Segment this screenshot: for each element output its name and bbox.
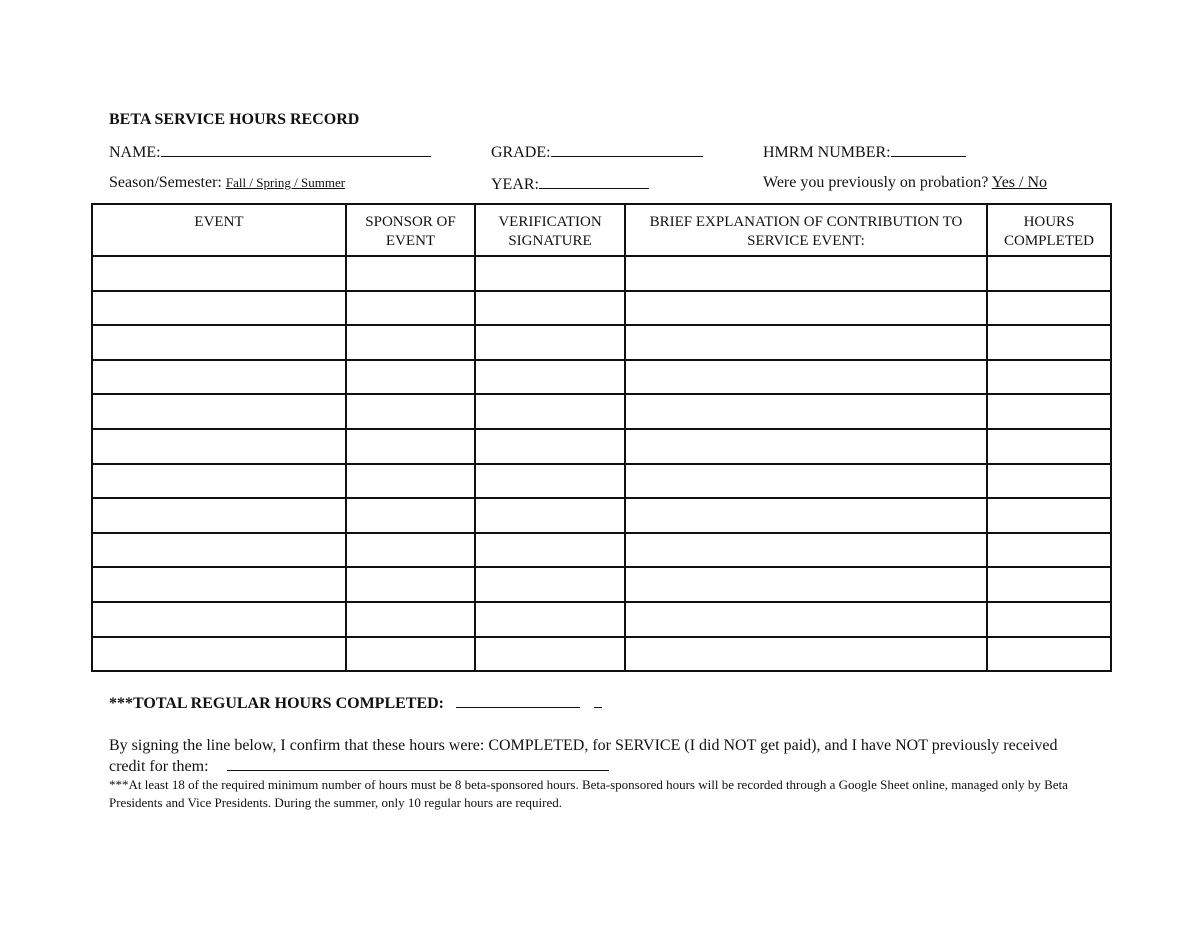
year-line[interactable] [539,174,649,189]
table-row [92,291,1111,326]
cell-event[interactable] [92,464,346,499]
cell-hours[interactable] [987,360,1111,395]
cell-explanation[interactable] [625,394,987,429]
cell-hours[interactable] [987,291,1111,326]
season-field[interactable] [109,174,345,192]
table-row [92,325,1111,360]
name-label: NAME: [109,144,161,161]
cell-explanation[interactable] [625,567,987,602]
season-label: Season/Semester: [109,174,222,191]
cell-verification[interactable] [475,567,625,602]
grade-line[interactable] [551,142,703,157]
table-row [92,498,1111,533]
name-line[interactable] [161,142,431,157]
cell-hours[interactable] [987,394,1111,429]
cell-sponsor[interactable] [346,256,475,291]
cell-hours[interactable] [987,498,1111,533]
form-title: BETA SERVICE HOURS RECORD [109,111,360,128]
table-row [92,429,1111,464]
cell-hours[interactable] [987,256,1111,291]
cell-event[interactable] [92,256,346,291]
cell-explanation[interactable] [625,533,987,568]
signature-line[interactable] [227,756,609,771]
table-body [92,256,1111,671]
cell-event[interactable] [92,291,346,326]
cell-hours[interactable] [987,429,1111,464]
cell-sponsor[interactable] [346,325,475,360]
cell-explanation[interactable] [625,602,987,637]
cell-verification[interactable] [475,498,625,533]
cell-hours[interactable] [987,567,1111,602]
name-field[interactable] [109,142,431,162]
cell-sponsor[interactable] [346,602,475,637]
cell-verification[interactable] [475,325,625,360]
table-row [92,637,1111,672]
year-label: YEAR: [491,176,539,193]
year-field[interactable] [491,174,649,194]
cell-explanation[interactable] [625,325,987,360]
hmrm-number-field[interactable] [763,142,966,162]
cell-explanation[interactable] [625,429,987,464]
total-hours-field[interactable] [109,693,602,713]
hmrm-line[interactable] [891,142,966,157]
column-header-sponsor: SPONSOR OF EVENT [346,204,475,256]
table-row [92,360,1111,395]
cell-event[interactable] [92,394,346,429]
total-hours-line[interactable] [456,693,580,708]
cell-hours[interactable] [987,602,1111,637]
hmrm-label: HMRM NUMBER: [763,144,891,161]
cell-hours[interactable] [987,637,1111,672]
cell-explanation[interactable] [625,637,987,672]
cell-event[interactable] [92,360,346,395]
service-hours-table [91,203,1112,672]
column-header-event: EVENT [92,204,346,256]
cell-verification[interactable] [475,464,625,499]
cell-sponsor[interactable] [346,291,475,326]
grade-label: GRADE: [491,144,551,161]
table-row [92,256,1111,291]
cell-event[interactable] [92,325,346,360]
column-header-verification: VERIFICATION SIGNATURE [475,204,625,256]
cell-sponsor[interactable] [346,394,475,429]
cell-explanation[interactable] [625,256,987,291]
cell-sponsor[interactable] [346,464,475,499]
footnote: ***At least 18 of the required minimum number of hours must be 8 beta-sponsored hours. Beta-sponsored hours will be recorded through a Google Sheet online, managed only by Beta Presidents and Vice Presidents. During the summer, only 10 regular hours are required. [109,777,1068,810]
cell-sponsor[interactable] [346,533,475,568]
cell-verification[interactable] [475,429,625,464]
cell-event[interactable] [92,637,346,672]
column-header-hours: HOURS COMPLETED [987,204,1111,256]
cell-sponsor[interactable] [346,498,475,533]
cell-explanation[interactable] [625,291,987,326]
cell-verification[interactable] [475,291,625,326]
probation-question: Were you previously on probation? [763,174,989,191]
season-options[interactable]: Fall / Spring / Summer [225,175,346,190]
table-header-row [92,204,1111,256]
confirmation-statement [109,735,1069,777]
cell-verification[interactable] [475,394,625,429]
probation-field[interactable] [763,174,1047,192]
cell-verification[interactable] [475,256,625,291]
total-hours-label: ***TOTAL REGULAR HOURS COMPLETED: [109,695,445,712]
table-row [92,533,1111,568]
cell-event[interactable] [92,602,346,637]
cell-sponsor[interactable] [346,637,475,672]
table-row [92,602,1111,637]
table-row [92,464,1111,499]
cell-event[interactable] [92,429,346,464]
probation-options[interactable]: Yes / No [991,174,1048,191]
table-row [92,394,1111,429]
column-header-explanation: BRIEF EXPLANATION OF CONTRIBUTION TO SERVICE EVENT: [625,204,987,256]
cell-hours[interactable] [987,533,1111,568]
confirmation-text: By signing the line below, I confirm that these hours were: COMPLETED, for SERVICE (I did NOT get paid), and I have NOT previously received credit for them: [109,737,1058,775]
grade-field[interactable] [491,142,703,162]
cell-event[interactable] [92,567,346,602]
cell-verification[interactable] [475,360,625,395]
cell-event[interactable] [92,498,346,533]
cell-sponsor[interactable] [346,567,475,602]
cell-hours[interactable] [987,325,1111,360]
cell-verification[interactable] [475,602,625,637]
table-row [92,567,1111,602]
cell-event[interactable] [92,533,346,568]
cell-verification[interactable] [475,533,625,568]
cell-explanation[interactable] [625,498,987,533]
cell-verification[interactable] [475,637,625,672]
cell-explanation[interactable] [625,464,987,499]
total-hours-extra-line [594,693,602,708]
cell-sponsor[interactable] [346,429,475,464]
cell-explanation[interactable] [625,360,987,395]
cell-hours[interactable] [987,464,1111,499]
cell-sponsor[interactable] [346,360,475,395]
